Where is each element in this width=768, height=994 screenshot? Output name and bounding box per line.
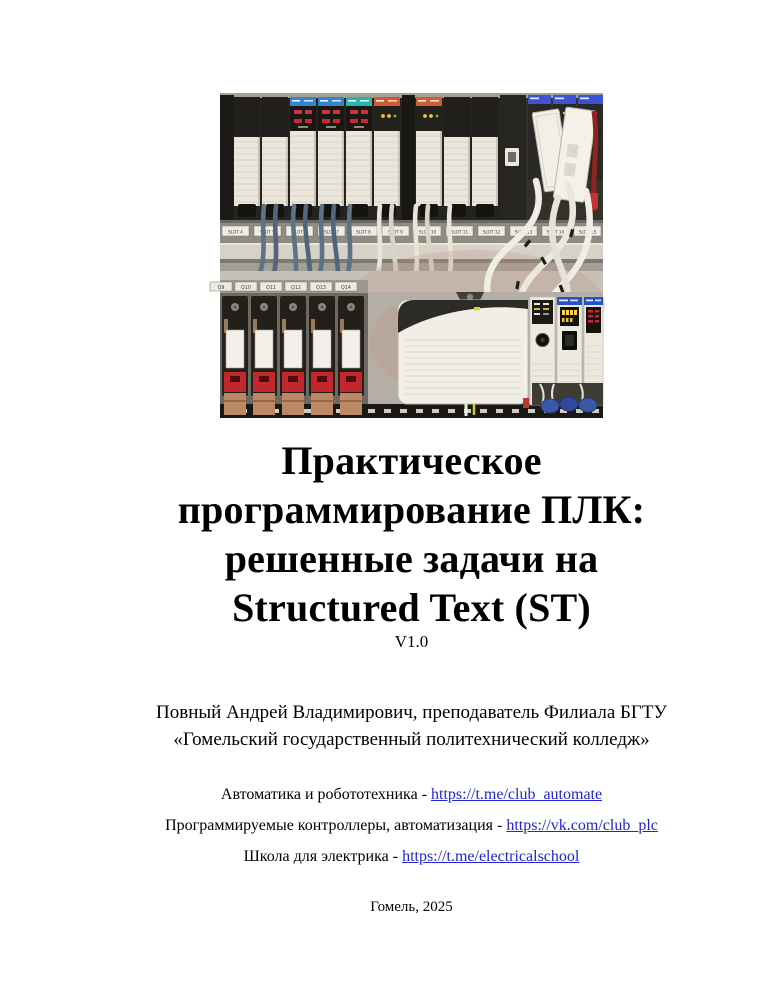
svg-text:SLOT 6: SLOT 6 xyxy=(292,229,307,235)
link-label: Школа для электрика - xyxy=(243,848,403,865)
cpu-module xyxy=(398,292,528,416)
link-label: Программируемые контроллеры, автоматизация - xyxy=(165,817,507,834)
author-line-1: Повный Андрей Владимирович, преподаватель Филиала БГТУ xyxy=(156,702,667,723)
svg-text:Q13: Q13 xyxy=(316,285,326,291)
plc-cabinet-photo xyxy=(217,93,603,418)
link-electricalschool[interactable]: https://t.me/electricalschool xyxy=(402,848,580,865)
relay-bank xyxy=(222,296,364,415)
author-line-2: «Гомельский государственный политехнический колледж» xyxy=(173,729,650,750)
link-row-automate xyxy=(110,779,713,810)
link-club-plc[interactable]: https://vk.com/club_plc xyxy=(506,817,658,834)
title-line-1: Практическое xyxy=(281,438,542,483)
svg-text:SLOT 5: SLOT 5 xyxy=(260,229,275,235)
svg-text:SLOT 7: SLOT 7 xyxy=(324,229,339,235)
link-label: Автоматика и робототехника - xyxy=(220,786,432,803)
svg-text:Q14: Q14 xyxy=(341,285,351,291)
author-block xyxy=(110,699,713,753)
comms-module-black xyxy=(500,95,526,220)
upper-io-rack xyxy=(220,93,603,220)
io-module-blue xyxy=(290,97,372,206)
svg-text:SLOT 15: SLOT 15 xyxy=(578,229,597,235)
svg-text:SLOT 10: SLOT 10 xyxy=(418,229,437,235)
title-line-4: Structured Text (ST) xyxy=(232,585,591,630)
footer-city-year: Гомель, 2025 xyxy=(370,899,453,915)
svg-text:Q11: Q11 xyxy=(266,285,276,291)
svg-text:SLOT 9: SLOT 9 xyxy=(388,229,403,235)
link-row-club-plc xyxy=(110,810,713,841)
document-title xyxy=(110,436,713,632)
svg-text:SLOT 4: SLOT 4 xyxy=(228,229,243,235)
relay-label-strip xyxy=(210,280,368,293)
lower-rack xyxy=(210,280,603,418)
link-row-electricalschool xyxy=(110,841,713,872)
title-line-2: программирование ПЛК: xyxy=(177,487,646,532)
svg-text:SLOT 11: SLOT 11 xyxy=(450,229,469,235)
svg-text:Q9: Q9 xyxy=(217,285,225,291)
svg-text:SLOT 14: SLOT 14 xyxy=(546,229,565,235)
svg-text:SLOT 8: SLOT 8 xyxy=(356,229,371,235)
svg-text:Q10: Q10 xyxy=(241,285,251,291)
title-line-3: решенные задачи на xyxy=(224,536,599,581)
svg-text:Q12: Q12 xyxy=(291,285,301,291)
link-club-automate[interactable]: https://t.me/club_automate xyxy=(431,786,603,803)
svg-text:SLOT 12: SLOT 12 xyxy=(482,229,501,235)
svg-text:SLOT 13: SLOT 13 xyxy=(514,229,533,235)
version-label: V1.0 xyxy=(394,632,429,651)
links-block xyxy=(110,779,713,872)
controller-modules xyxy=(523,297,603,413)
